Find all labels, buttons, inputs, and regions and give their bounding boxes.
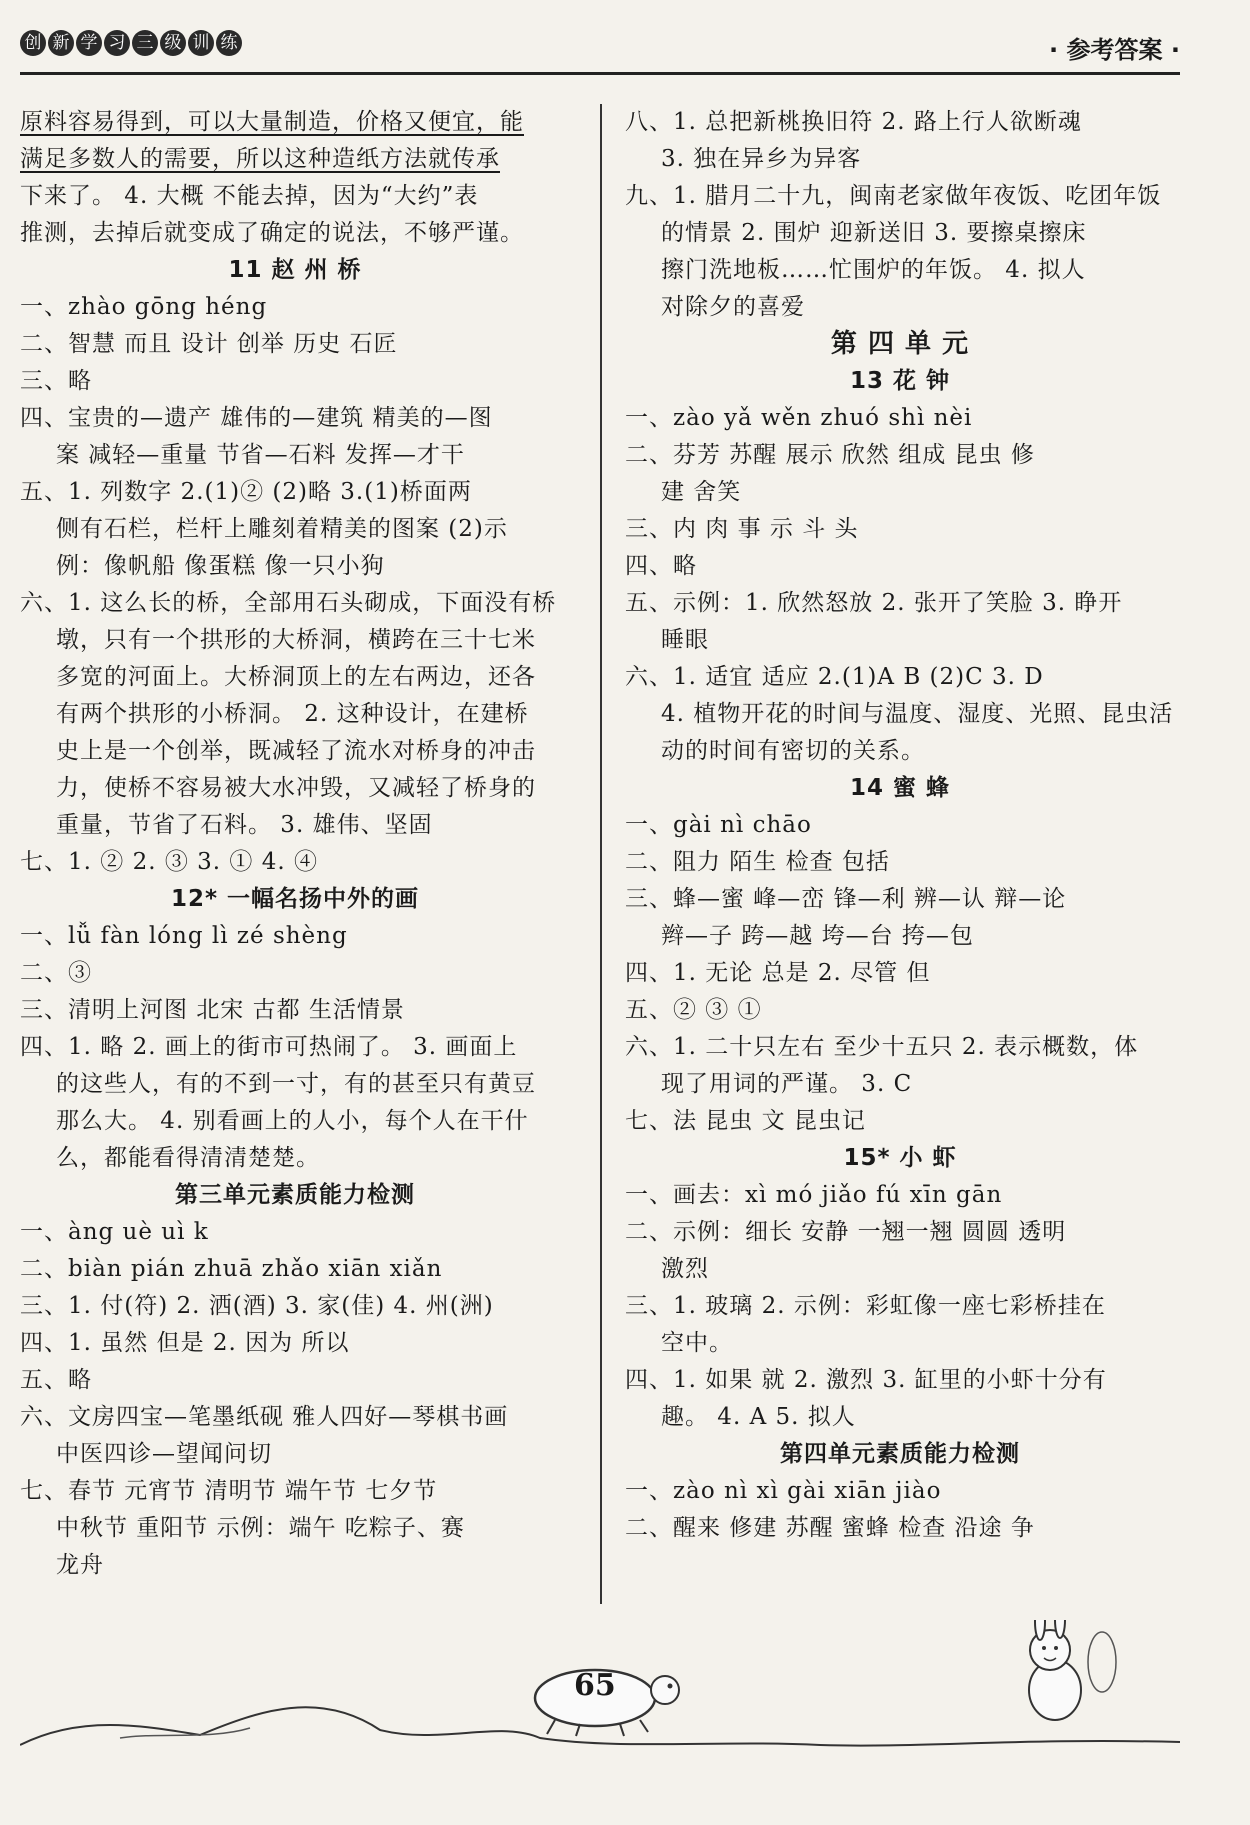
answer-line: 四、1. 如果 就 2. 激烈 3. 缸里的小虾十分有 (625, 1367, 1107, 1393)
answer-line: 三、清明上河图 北宋 古都 生活情景 (20, 997, 405, 1023)
answer-line: 五、② ③ ① (625, 997, 762, 1023)
answer-line: 二、阻力 陌生 检查 包括 (625, 849, 890, 875)
answer-line: 五、略 (20, 1367, 92, 1393)
answer-line: 二、芬芳 苏醒 展示 欣然 组成 昆虫 修 (625, 442, 1035, 468)
answer-line: 辫—子 跨—越 垮—台 挎—包 (661, 923, 974, 949)
brand-char: 级 (160, 30, 186, 56)
brand-char: 习 (104, 30, 130, 56)
answer-line: 二、biàn pián zhuā zhǎo xiān xiǎn (20, 1256, 443, 1282)
answer-key-label: · 参考答案 · (1049, 36, 1180, 64)
answer-line: 四、1. 虽然 但是 2. 因为 所以 (20, 1330, 350, 1356)
rabbit-icon (1029, 1620, 1116, 1720)
answer-line: 的情景 2. 围炉 迎新送旧 3. 要擦桌擦床 (661, 220, 1087, 246)
answer-line: 4. 植物开花的时间与温度、湿度、光照、昆虫活 (661, 701, 1174, 727)
answer-line: 推测，去掉后就变成了确定的说法，不够严谨。 (20, 220, 524, 246)
answer-line: 七、1. ② 2. ③ 3. ① 4. ④ (20, 849, 318, 875)
answer-line: 三、内 肉 事 示 斗 头 (625, 516, 859, 542)
answer-line: 3. 独在异乡为异客 (661, 146, 862, 172)
answer-line: 二、示例：细长 安静 一翘一翘 圆圆 透明 (625, 1219, 1067, 1245)
section-title: 14 蜜 蜂 (849, 775, 951, 801)
answer-line: 现了用词的严谨。 3. C (661, 1071, 913, 1097)
answer-line: 一、lǚ fàn lóng lì zé shèng (20, 923, 348, 949)
answer-line: 一、zhào gōng héng (20, 294, 268, 320)
page-number: 65 (574, 1668, 616, 1703)
answer-line: 案 减轻—重量 节省—石料 发挥—才干 (56, 442, 465, 468)
section-title: 11 赵 州 桥 (228, 257, 362, 283)
section-title: 13 花 钟 (849, 368, 951, 394)
right-column (625, 104, 1175, 1547)
brand-char: 练 (216, 30, 242, 56)
answer-line: 建 舍笑 (661, 479, 742, 505)
answer-line: 七、法 昆虫 文 昆虫记 (625, 1108, 866, 1134)
answer-line: 二、智慧 而且 设计 创举 历史 石匠 (20, 331, 398, 357)
answer-line: 龙舟 (56, 1552, 104, 1578)
answer-line: 三、蜂—蜜 峰—峦 锋—利 辨—认 辩—论 (625, 886, 1067, 912)
answer-line: 一、gài nì chāo (625, 812, 812, 838)
answer-line: 六、1. 二十只左右 至少十五只 2. 表示概数，体 (625, 1034, 1139, 1060)
answer-line: 二、醒来 修建 苏醒 蜜蜂 检查 沿途 争 (625, 1515, 1035, 1541)
section-title: 第三单元素质能力检测 (175, 1182, 415, 1208)
answer-line: 一、zào nì xì gài xiān jiào (625, 1478, 942, 1504)
answer-line: 原料容易得到，可以大量制造，价格又便宜，能 (20, 109, 524, 135)
brand-char: 新 (48, 30, 74, 56)
answer-line: 一、zào yǎ wěn zhuó shì nèi (625, 405, 973, 431)
header-rule (20, 72, 1180, 75)
answer-line: 满足多数人的需要，所以这种造纸方法就传承 (20, 146, 500, 172)
answer-line: 四、宝贵的—遗产 雄伟的—建筑 精美的—图 (20, 405, 493, 431)
left-column (20, 104, 570, 1584)
section-title: 12* 一幅名扬中外的画 (170, 886, 420, 912)
answer-line: 例：像帆船 像蛋糕 像一只小狗 (56, 553, 385, 579)
answer-line: 八、1. 总把新桃换旧符 2. 路上行人欲断魂 (625, 109, 1082, 135)
answer-line: 六、文房四宝—笔墨纸砚 雅人四好—琴棋书画 (20, 1404, 509, 1430)
brand-char: 创 (20, 30, 46, 56)
answer-line: 四、1. 无论 总是 2. 尽管 但 (625, 960, 931, 986)
answer-line: 有两个拱形的小桥洞。 2. 这种设计，在建桥 (56, 701, 529, 727)
answer-line: 动的时间有密切的关系。 (661, 738, 925, 764)
answer-line: 二、③ (20, 960, 92, 986)
answer-line: 重量，节省了石料。 3. 雄伟、坚固 (56, 812, 433, 838)
answer-line: 墩，只有一个拱形的大桥洞，横跨在三十七米 (56, 627, 536, 653)
answer-line: 力，使桥不容易被大水冲毁，又减轻了桥身的 (56, 775, 536, 801)
answer-line: 三、1. 付(符) 2. 洒(酒) 3. 家(佳) 4. 州(洲) (20, 1293, 494, 1319)
brand-char: 学 (76, 30, 102, 56)
section-title: 第四单元素质能力检测 (780, 1441, 1020, 1467)
answer-line: 四、1. 略 2. 画上的街市可热闹了。 3. 画面上 (20, 1034, 518, 1060)
brand-char: 三 (132, 30, 158, 56)
answer-line: 的这些人，有的不到一寸，有的甚至只有黄豆 (56, 1071, 536, 1097)
answer-line: 四、略 (625, 553, 697, 579)
answer-line: 擦门洗地板……忙围炉的年饭。 4. 拟人 (661, 257, 1086, 283)
answer-line: 三、略 (20, 368, 92, 394)
answer-line: 激烈 (661, 1256, 709, 1282)
answer-line: 中秋节 重阳节 示例：端午 吃粽子、赛 (56, 1515, 465, 1541)
answer-line: 五、示例：1. 欣然怒放 2. 张开了笑脸 3. 睁开 (625, 590, 1123, 616)
column-divider (600, 104, 602, 1604)
answer-line: 空中。 (661, 1330, 733, 1356)
answer-line: 三、1. 玻璃 2. 示例：彩虹像一座七彩桥挂在 (625, 1293, 1106, 1319)
section-title: 第 四 单 元 (830, 329, 970, 359)
answer-line: 趣。 4. A 5. 拟人 (661, 1404, 856, 1430)
answer-line: 九、1. 腊月二十九，闽南老家做年夜饭、吃团年饭 (625, 183, 1162, 209)
answer-line: 中医四诊—望闻问切 (56, 1441, 272, 1467)
brand-char: 训 (188, 30, 214, 56)
answer-line: 睡眼 (661, 627, 709, 653)
answer-line: 那么大。 4. 别看画上的人小，每个人在干什 (56, 1108, 529, 1134)
answer-line: 多宽的河面上。大桥洞顶上的左右两边，还各 (56, 664, 536, 690)
answer-line: 侧有石栏，栏杆上雕刻着精美的图案 (2)示 (56, 516, 508, 542)
answer-line: 七、春节 元宵节 清明节 端午节 七夕节 (20, 1478, 438, 1504)
answer-line: 史上是一个创举，既减轻了流水对桥身的冲击 (56, 738, 536, 764)
answer-line: 五、1. 列数字 2.(1)② (2)略 3.(1)桥面两 (20, 479, 472, 505)
answer-line: 对除夕的喜爱 (661, 294, 805, 320)
answer-line: 六、1. 适宜 适应 2.(1)A B (2)C 3. D (625, 664, 1044, 690)
section-title: 15* 小 虾 (843, 1145, 957, 1171)
answer-line: 么，都能看得清清楚楚。 (56, 1145, 320, 1171)
page-footer (20, 1620, 1180, 1760)
series-brand (20, 30, 242, 56)
answer-line: 下来了。 4. 大概 不能去掉，因为“大约”表 (20, 183, 479, 209)
answer-line: 一、画去：xì mó jiǎo fú xīn gān (625, 1182, 1003, 1208)
answer-line: 六、1. 这么长的桥，全部用石头砌成，下面没有桥 (20, 590, 557, 616)
answer-line: 一、àng uè uì k (20, 1219, 209, 1245)
